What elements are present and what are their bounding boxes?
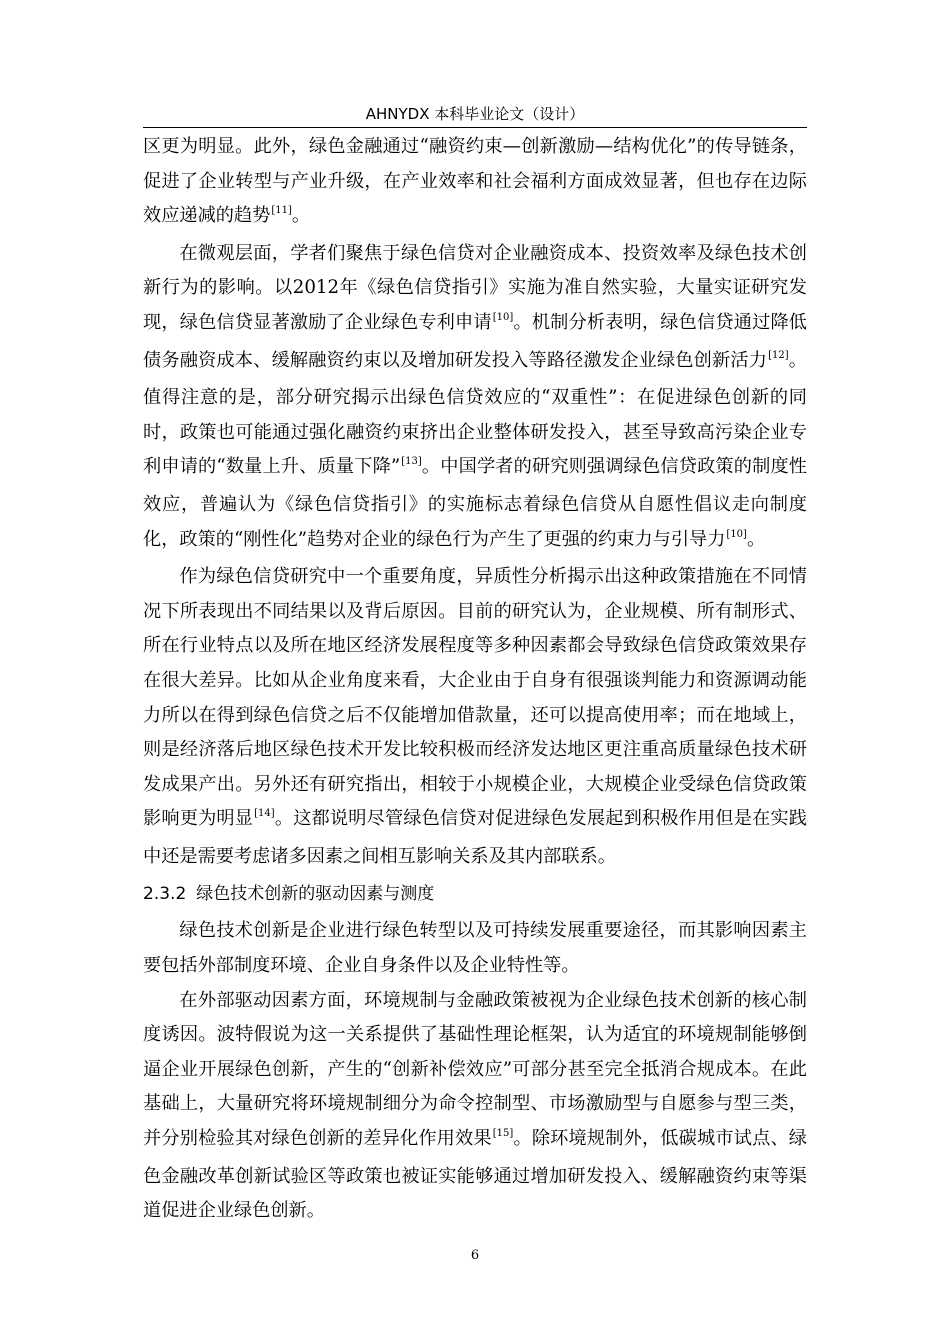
paragraph-text: 。值得注意的是，部分研究揭示出绿色信贷效应的“双重性”：在促进绿色创新的同时，政策也可能通过强化融资约束挤出企业整体研发投入，甚至导致高污染企业专利申请的“数量上升、质量下降”	[143, 349, 807, 478]
paragraph	[143, 984, 807, 1229]
paragraph-text: 在外部驱动因素方面，环境规制与金融政策被视为企业绿色技术创新的核心制度诱因。波特假说为这一关系提供了基础性理论框架，认为适宜的环境规制能够倒逼企业开展绿色创新，产生的“创新补偿效应”可部分甚至完全抵消合规成本。在此基础上，大量研究将环境规制细分为命令控制型、市场激励型与自愿参与型三类，并分别检验其对绿色创新的差异化作用效果	[143, 989, 807, 1150]
paragraph	[143, 560, 807, 874]
paragraph-text: 。除环境规制外，低碳城市试点、绿色金融改革创新试验区等政策也被证实能够通过增加研发投入、缓解融资约束等渠道促进企业绿色创新。	[143, 1128, 807, 1222]
citation: [13]	[401, 456, 422, 468]
paragraph	[143, 914, 807, 983]
citation: [11]	[271, 205, 292, 217]
body-text	[143, 130, 807, 1229]
paragraph-text: 。	[746, 528, 766, 550]
citation: [12]	[768, 349, 789, 361]
header-rule	[143, 127, 807, 128]
paragraph-text: 。中国学者的研究则强调绿色信贷政策的制度性效应，普遍认为《绿色信贷指引》的实施标志着绿色信贷从自愿性倡议走向制度化，政策的“刚性化”趋势对企业的绿色行为产生了更强的约束力与引导力	[143, 456, 807, 550]
paragraph-text: 在微观层面，学者们聚焦于绿色信贷对企业融资成本、投资效率及绿色技术创新行为的影响。以2012年《绿色信贷指引》实施为准自然实验，大量实证研究发现，绿色信贷显著激励了企业绿色专利申请	[143, 242, 807, 333]
paragraph-text: 。	[291, 205, 311, 227]
paragraph-text: 。这都说明尽管绿色信贷对促进绿色发展起到积极作用但是在实践中还是需要考虑诸多因素之间相互影响关系及其内部联系。	[143, 808, 807, 867]
paragraph-text: 绿色技术创新是企业进行绿色转型以及可持续发展重要途径，而其影响因素主要包括外部制度环境、企业自身条件以及企业特性等。	[143, 920, 807, 977]
paragraph-continuation	[143, 130, 807, 237]
paragraph	[143, 237, 807, 560]
section-title: 绿色技术创新的驱动因素与测度	[196, 884, 435, 905]
citation: [10]	[726, 528, 747, 540]
citation: [14]	[254, 808, 275, 820]
citation: [15]	[492, 1128, 514, 1140]
paragraph-text: 区更为明显。此外，绿色金融通过“融资约束—创新激励—结构优化”的传导链条，促进了企业转型与产业升级，在产业效率和社会福利方面成效显著，但也存在边际效应递减的趋势	[143, 136, 807, 227]
section-heading	[143, 877, 807, 911]
paragraph-text: 。机制分析表明，绿色信贷通过降低债务融资成本、缓解融资约束以及增加研发投入等路径激发企业绿色创新活力	[143, 311, 807, 371]
section-number: 2.3.2	[143, 884, 187, 905]
paragraph-text: 作为绿色信贷研究中一个重要角度，异质性分析揭示出这种政策措施在不同情况下所表现出不同结果以及背后原因。目前的研究认为，企业规模、所有制形式、所在行业特点以及所在地区经济发展程度等多种因素都会导致绿色信贷政策效果存在很大差异。比如从企业角度来看，大企业由于自身有很强谈判能力和资源调动能力所以在得到绿色信贷之后不仅能增加借款量，还可以提高使用率；而在地域上，则是经济落后地区绿色技术开发比较积极而经济发达地区更注重高质量绿色技术研发成果产出。另外还有研究指出，相较于小规模企业，大规模企业受绿色信贷政策影响更为明显	[143, 566, 807, 830]
page-number: 6	[470, 1248, 480, 1263]
citation: [10]	[492, 311, 514, 323]
running-header: AHNYDX 本科毕业论文（设计）	[365, 105, 585, 123]
